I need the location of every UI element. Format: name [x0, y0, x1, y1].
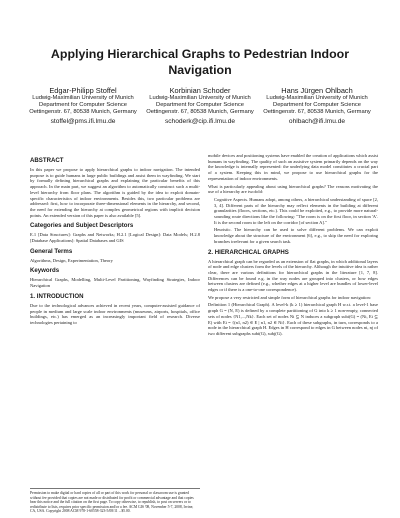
general-terms-heading: General Terms [30, 247, 73, 255]
author-affiliation: Ludwig-Maximilian University of Munich [32, 95, 134, 101]
categories-heading: Categories and Subject Descriptors [30, 222, 134, 230]
author-address: Oettingenstr. 67, 80538 Munich, Germany [146, 109, 254, 116]
author-name: Edgar-Philipp Stoffel [49, 86, 117, 95]
body-paragraph: We propose a very restricted and simple form of hierarchical graphs for indoor navigation: [208, 294, 371, 300]
bullet-cognitive-aspects: Cognitive Aspects. Humans adopt, among others, a hierarchical understanding of space [2, 3, 4]. Different parts of the hierarchy may reflect elements in the building at different granularities (floors, sections, etc.). This could be exploited, e.g., to provide more natural-sounding route directions like the following: "The room is on the first floor, in section 'A'. It is the second room to the left on the corridor [of section A]." [214, 196, 378, 225]
author-email: ohlbach@ifi.lmu.de [288, 117, 346, 125]
author-department: Department for Computer Science [273, 102, 361, 109]
author-affiliation: Ludwig-Maximilian University of Munich [266, 95, 368, 101]
section-heading: 2. HIERARCHICAL GRAPHS [208, 248, 289, 256]
author-affiliation: Ludwig-Maximilian University of Munich [149, 95, 251, 101]
paper-title: Applying Hierarchical Graphs to Pedestrian Indoor Navigation [50, 47, 350, 77]
author-2 [145, 86, 255, 126]
author-1 [28, 86, 138, 126]
abstract-text: In this paper we propose to apply hierarchical graphs to indoor navigation. The intended purpose is to guide humans in large public buildings and assist them in wayfinding. We start by formally defining hierarchical graphs and explaining the particular benefits of this approach. In the main part, we suggest an algorithm to automatically construct such a multi-level hierarchy from floor plans. The algorithm is guided by the idea to exploit domain-specific characteristics of indoor environments. Besides this, two particular problems are addressed: first, how to incorporate three-dimensional elements in the hierarchy, and second, the need for extending the hierarchy at complex geometrical regions with implicit decision points. An extended version of this paper is also available [5]. [30, 167, 200, 218]
author-email: stoffel@pms.ifi.lmu.de [50, 117, 116, 125]
body-paragraph: What is particularly appealing about using hierarchical graphs? The reasons motivating the use of a hierarchy are twofold: [208, 183, 378, 195]
copyright-footnote: Permission to make digital or hard copies of all or part of this work for personal or classroom use is granted without fee provided that copies are not made or distributed for profit or commercial advantage and that copies bear this notice and the full citation on the first page. To copy otherwise, to republish, to post on servers or to redistribute to lists, requires prior specific permission and/or a fee. ACM GIS '08, November 5-7, 2008, Irvine, CA, USA. Copyright 2008 ACM 978-1-60558-323-5/08/11 ...$5.00. [30, 488, 200, 514]
general-terms-text: Algorithms, Design, Experimentation, Theory [30, 257, 113, 263]
keywords-text: Hierarchical Graphs, Modelling, Multi-Level Partitioning, Wayfinding Strategies, Indoor Navigation [30, 277, 200, 289]
left-column [30, 153, 200, 328]
introduction-heading: 1. INTRODUCTION [30, 292, 84, 300]
keywords-heading: Keywords [30, 267, 60, 275]
bullet-heuristic: Heuristic. The hierarchy can be used to solve different problems. We can exploit knowledge about the structure of the environment [6], e.g., to skip the need for exploring branches irrelevant for a given search task. [214, 227, 378, 244]
author-email: schoderk@cip.ifi.lmu.de [164, 117, 236, 125]
introduction-text: Due to the technological advances achieved in recent years, computer-assisted guidance of people in medium and large scale indoor environments (museums, airports, hospitals, office buildings, etc.) has emerged as an increasingly important field of research. Diverse technologies pertaining to [30, 302, 200, 325]
abstract-heading: ABSTRACT [30, 157, 64, 164]
author-department: Department for Computer Science [39, 102, 127, 109]
right-column [208, 153, 378, 337]
author-name: Hans Jürgen Ohlbach [281, 86, 353, 95]
body-paragraph: A hierarchical graph can be regarded as an extension of flat graphs, in which additional layers of node and edge clusters form the levels of the hierarchy. Although the intuitive idea is rather clear, there are various definitions for hierarchical graphs in the literature [1, 7, 8]. Differences can be found e.g. in the way nodes are grouped into clusters, or how edges between clusters are defined (e.g., whether edges at a higher level are bundles of lower-level edges or if there is a one-to-one correspondence). [208, 258, 378, 293]
author-address: Oettingenstr. 67, 80538 Munich, Germany [263, 109, 371, 116]
categories-text: E.1 [Data Structures]: Graphs and Networks; H.2.1 [Logical Design]: Data Models; H.2.8 [Database Applications]: Spatial Databases and GIS [30, 232, 200, 244]
author-department: Department for Computer Science [156, 102, 244, 109]
author-name: Korbinian Schoder [169, 86, 231, 95]
definition-1: Definition 1 (Hierarchical Graph). A level-k (k ≥ 1) hierarchical graph H w.r.t. a level-1 base graph G = (N, E) is defined by a complete partitioning of G into k ≥ 1 non-empty, connected sets of nodes {N1,...,Nk}. Each set of nodes Ni ⊆ N induces a subgraph subi(G) = (Ni, Ei ⊆ E) with Ei = {(n1, n2) ∈ E | n1, n2 ∈ Ni}. Each of these subgraphs, in turn, corresponds to a node in the hierarchical graph H. Edges in H correspond to edges in G between nodes ni, nj of two different subgraphs subi(G), subj(G). [208, 302, 378, 336]
author-3 [262, 86, 372, 126]
author-address: Oettingenstr. 67, 80538 Munich, Germany [29, 109, 137, 116]
author-block [28, 86, 372, 126]
body-paragraph: mobile devices and positioning systems have enabled the creation of applications which assist humans in wayfinding. The quality of such an assistive system primarily depends on the way the knowledge is internally represented: the underlying data model constitutes a crucial part of a system. Keeping this in mind, we propose to use hierarchical graphs for the representation of indoor environments. [208, 153, 378, 181]
